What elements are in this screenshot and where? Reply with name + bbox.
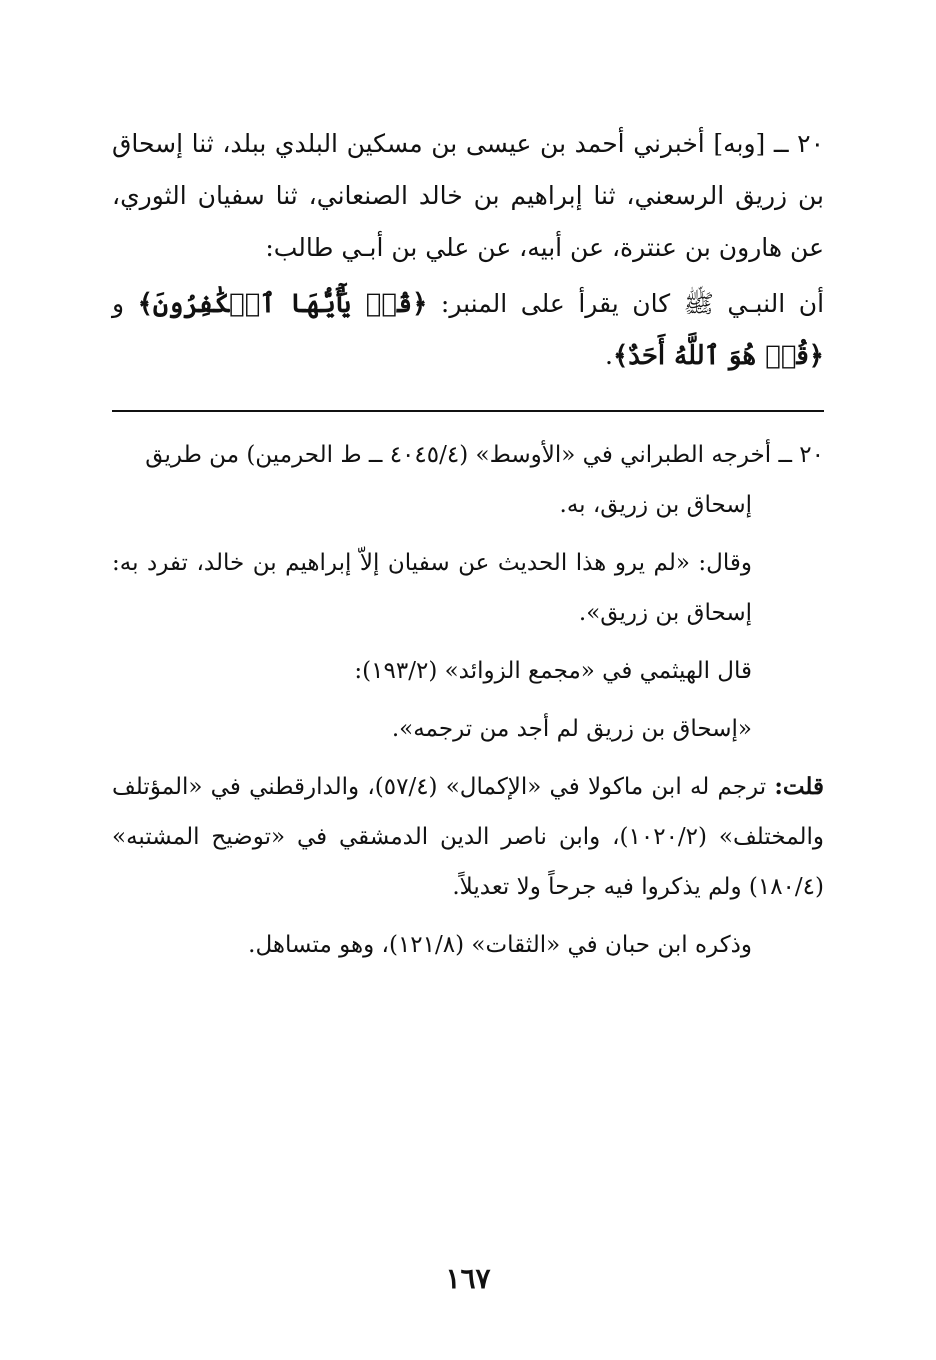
matn-lead: أن النبـي ﷺ كان يقرأ على المنبر: (440, 289, 825, 318)
footnotes (112, 430, 824, 970)
footnote-divider (112, 410, 824, 412)
qultu-label: قلت: (774, 773, 825, 800)
hadith-matn (112, 278, 824, 382)
footnote-haythami: قال الهيثمي في «مجمع الزوائد» (١٩٣/٢): (354, 658, 752, 684)
footnote-ibn-hibban: وذكره ابن حبان في «الثقات» (١٢١/٨)، وهو متساهل. (248, 932, 752, 958)
conjunction: و (112, 289, 125, 318)
matn-end: . (605, 341, 613, 370)
footnote-quote: وقال: «لم يرو هذا الحديث عن سفيان إلاّ إبراهيم بن خالد، تفرد به: إسحاق بن زريق». (112, 550, 752, 626)
qultu-text: ترجم له ابن ماكولا في «الإكمال» (٥٧/٤)، والدارقطني في «المؤتلف والمختلف» (١٠٢٠/٢)، وابن ناصر الدين الدمشقي في «توضيح المشتبه» (١٨٠/٤) ولم يذكروا فيه جرحاً ولا تعديلاً. (112, 774, 824, 900)
footnote-qultu (112, 762, 824, 912)
quran-verse-ikhlas: ﴿قُلۡ هُوَ ٱللَّهُ أَحَدٌ﴾ (612, 341, 824, 371)
hadith-text (112, 118, 824, 382)
footnote-line-1: ٢٠ ــ أخرجه الطبراني في «الأوسط» (٤٠٤٥/٤ ــ ط الحرمين) من طريق (145, 442, 824, 468)
page-number: ١٦٧ (445, 1262, 491, 1295)
quran-verse-kafirun: ﴿قُلۡ يَٰٓأَيُّهَا ٱلۡكَٰفِرُونَ﴾ (137, 289, 428, 319)
footnote-haythami-quote: «إسحاق بن زريق لم أجد من ترجمه». (391, 716, 752, 742)
footnote-line-1-cont: إسحاق بن زريق، به. (559, 492, 752, 518)
hadith-isnad: ٢٠ ــ [وبه] أخبرني أحمد بن عيسى بن مسكين البلدي ببلد، ثنا إسحاق بن زريق الرسعني، ثنا إبراهيم بن خالد الصنعاني، ثنا سفيان الثوري، عن هارون بن عنترة، عن أبيه، عن علي بن أبـي طالب: (112, 129, 824, 262)
